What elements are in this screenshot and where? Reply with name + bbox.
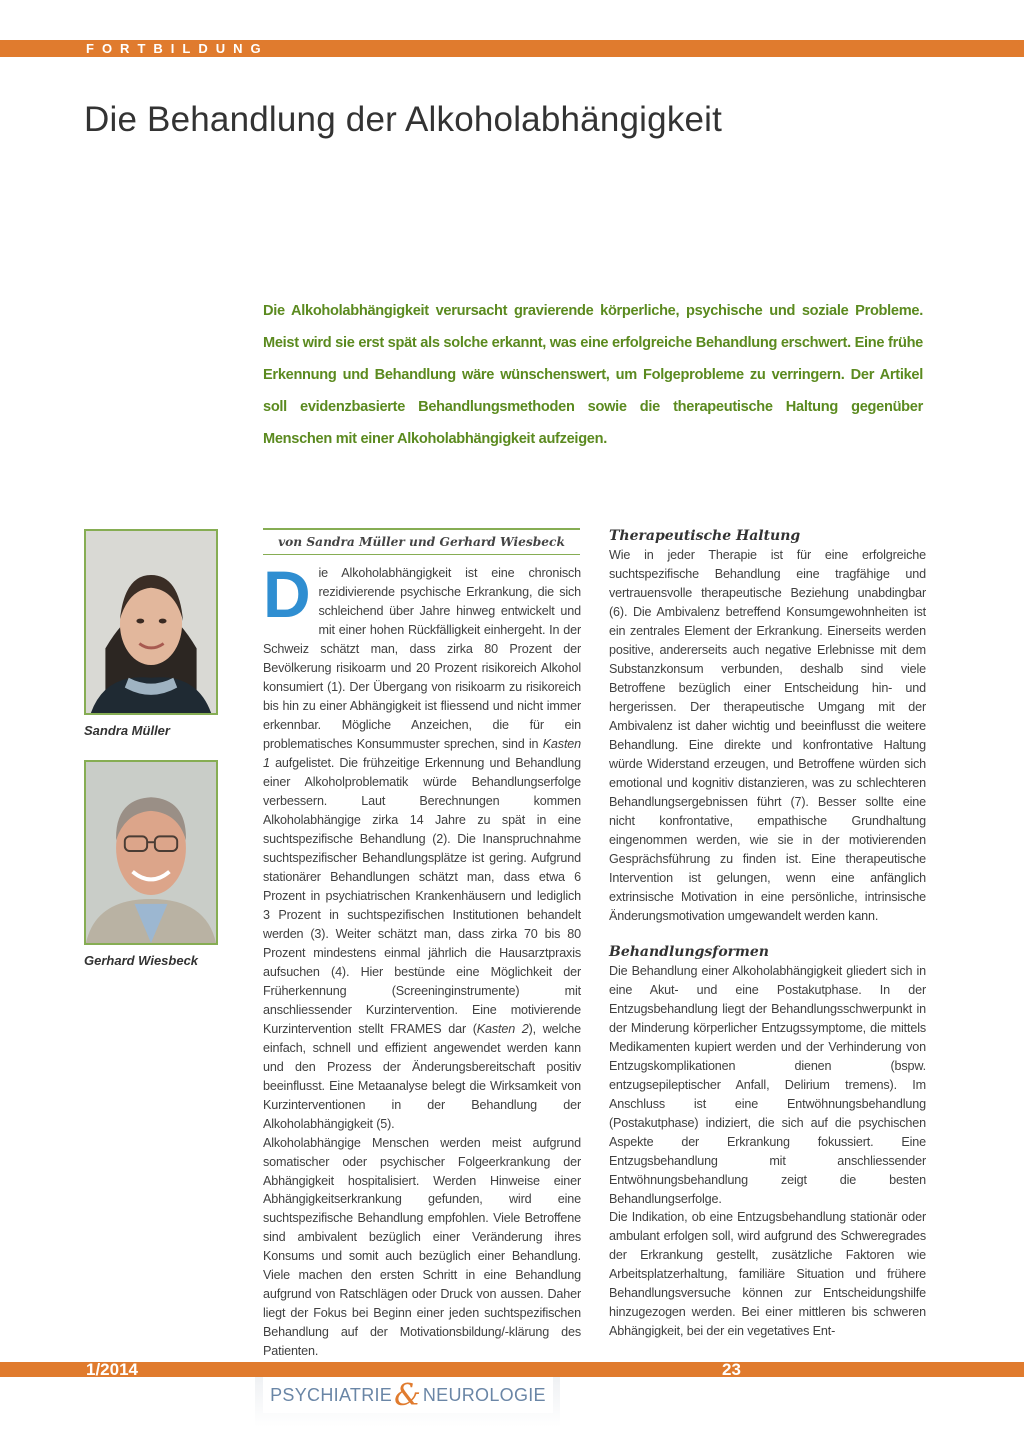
drop-cap: D xyxy=(263,557,311,631)
journal-word-right: NEUROLOGIE xyxy=(422,1385,546,1405)
article-lead: Die Alkoholabhängigkeit verursacht gravierende körperliche, psychische und soziale Probleme. Meist wird sie erst spät als solche erkannt, was eine erfolgreiche Behandlung erschwert. Eine frühe Erkennung und Behandlung wäre wünschenswert, um Folgeprobleme zu verringern. Der Artikel soll evidenzbasierte Behandlungsmethoden sowie die therapeutische Haltung gegenüber Menschen mit einer Alkoholabhängigkeit aufzeigen. xyxy=(263,303,923,447)
paragraph: Die Alkoholabhängigkeit ist eine chronisch rezidivierende psychische Erkrankung, die sich schleichend über Jahre hinweg entwickelt und mit einer hohen Rückfälligkeit einhergeht. In der Schweiz schätzt man, dass zirka 80 Prozent der Bevölkerung risikoarm und 20 Prozent risikoreich Alkohol konsumiert (1). Der Übergang von risikoarm zu risikoreich bis hin zu einer Abhängigkeit ist fliessend und nicht immer erkennbar. Mögliche Anzeichen, die für ein problematisches Konsummuster sprechen, sind in Kasten 1 aufgelistet. Die frühzeitige Erkennung und Behandlung einer Alkoholproblematik würde Behandlungserfolge verbessern. Laut Berechnungen kommen Alkoholabhängige zirka 14 Jahre zu spät in eine suchtspezifische Behandlung (2). Die Inanspruchnahme suchtspezifischer Behandlungsplätze ist gering. Aufgrund stationärer Behandlungen schätzt man, dass etwa 6 Prozent in psychiatrischen Krankenhäusern und lediglich 3 Prozent in suchtspezifischen Institutionen behandelt werden (3). Weiter schätzt man, dass zirka 70 bis 80 Prozent mindestens einmal jährlich die Hausarztpraxis aufsuchen (4). Hier bestünde eine Möglichkeit der Früherkennung (Screeninginstrumente) mit anschliessender Kurzintervention. Eine motivierende Kurzintervention stellt FRAMES dar (Kasten 2), welche einfach, schnell und effizient angewendet werden kann und den Prozess der Änderungsbereitschaft positiv beeinflusst. Eine Metaanalyse belegt die Wirksamkeit von Kurzinterventionen in der Behandlung der Alkoholabhängigkeit (5). xyxy=(263,557,581,1131)
text-column-2 xyxy=(609,527,926,1341)
footer-bar xyxy=(0,1362,1024,1377)
section-label: FORTBILDUNG xyxy=(86,41,269,56)
text-column-1 xyxy=(263,557,581,1361)
author-photo-gerhard-wiesbeck xyxy=(84,760,218,945)
author-caption-2: Gerhard Wiesbeck xyxy=(84,953,199,968)
journal-word-left: PSYCHIATRIE xyxy=(270,1385,393,1405)
box-reference: Kasten 1 xyxy=(263,736,581,770)
journal-logo xyxy=(263,1377,553,1413)
paragraph: Die Indikation, ob eine Entzugsbehandlung stationär oder ambulant erfolgen soll, wird aufgrund des Schweregrades der Erkrankung gestellt, zusätzliche Faktoren wie Arbeitsplatzerhaltung, familiäre Situation und frühere Behandlungsversuche können zur Entscheidungshilfe hinzugezogen werden. Bei einer mittleren bis schweren Abhängigkeit, bei der ein vegetatives Ent- xyxy=(609,1210,926,1339)
author-photo-sandra-mueller xyxy=(84,529,218,715)
section-header-bar xyxy=(0,40,1024,57)
issue-number: 1/2014 xyxy=(86,1360,138,1379)
journal-ampersand: & xyxy=(394,1378,421,1413)
paragraph: Wie in jeder Therapie ist für eine erfolgreiche suchtspezifische Behandlung eine tragfähige und vertrauensvolle therapeutische Beziehung unabdingbar (6). Die Ambivalenz betreffend Konsumgewohnheiten ist ein zentrales Element der Erkrankung. Einerseits werden positive, andererseits auch negative Erlebnisse mit dem Substanzkonsum verbunden, deshalb sind viele Betroffene bezüglich einer Entscheidung hin- und hergerissen. Der therapeutische Umgang mit der Ambivalenz ist daher wichtig und beeinflusst die weitere Behandlung. Eine direkte und konfrontative Haltung würde Widerstand erzeugen, und Betroffene würden sich emotional und kognitiv distanzieren, was zu schlechteren Behandlungsergebnissen führt (7). Besser sollte eine nicht konfrontative, empathische Grundhaltung eingenommen werden, wie sie in der motivierenden Gesprächsführung zu finden ist. Eine therapeutische Intervention ist gelungen, wenn eine anfänglich extrinsische Motivation in eine persönliche, intrinsische Änderungsmotivation umgewandelt werden kann. xyxy=(609,548,926,923)
byline: von Sandra Müller und Gerhard Wiesbeck xyxy=(263,528,580,555)
subheading: Therapeutische Haltung xyxy=(609,528,801,544)
page-number: 23 xyxy=(722,1360,741,1379)
subheading: Behandlungsformen xyxy=(609,943,769,960)
article-title: Die Behandlung der Alkoholabhängigkeit xyxy=(84,100,723,139)
paragraph: Die Behandlung einer Alkoholabhängigkeit gliedert sich in eine Akut- und eine Postakutphase. In der Entzugsbehandlung liegt der Behandlungsschwerpunkt in der Minderung körperlicher Entzugssymptome, die mittels Medikamenten kupiert werden und der Verhinderung von Entzugskomplikationen dienen (bspw. entzugsepileptischer Anfall, Delirium tremens). Im Anschluss ist eine Entwöhnungsbehandlung (Postakutphase) indiziert, die sich auf die psychischen Aspekte der Erkrankung fokussiert. Eine Entzugsbehandlung mit anschliessender Entwöhnungsbehandlung zeigt die besten Behandlungserfolge. xyxy=(609,963,926,1206)
box-reference: Kasten 2 xyxy=(476,1021,529,1036)
author-caption-1: Sandra Müller xyxy=(84,723,170,738)
paragraph: Alkoholabhängige Menschen werden meist aufgrund somatischer oder psychischer Folgeerkrankung der Abhängigkeit hospitalisiert. Werden Hinweise einer Abhängigkeitserkrankung gefunden, wird eine suchtspezifische Behandlung empfohlen. Viele Betroffene sind ambivalent bezüglich einer Veränderung ihres Konsums und somit auch bezüglich einer Behandlung. Viele machen den ersten Schritt in eine Behandlung aufgrund von Ratschlägen oder Druck von aussen. Daher liegt der Fokus bei Beginn einer jeden suchtspezifischen Behandlung auf der Motivationsbildung/-klärung des Patienten. xyxy=(263,1135,581,1359)
